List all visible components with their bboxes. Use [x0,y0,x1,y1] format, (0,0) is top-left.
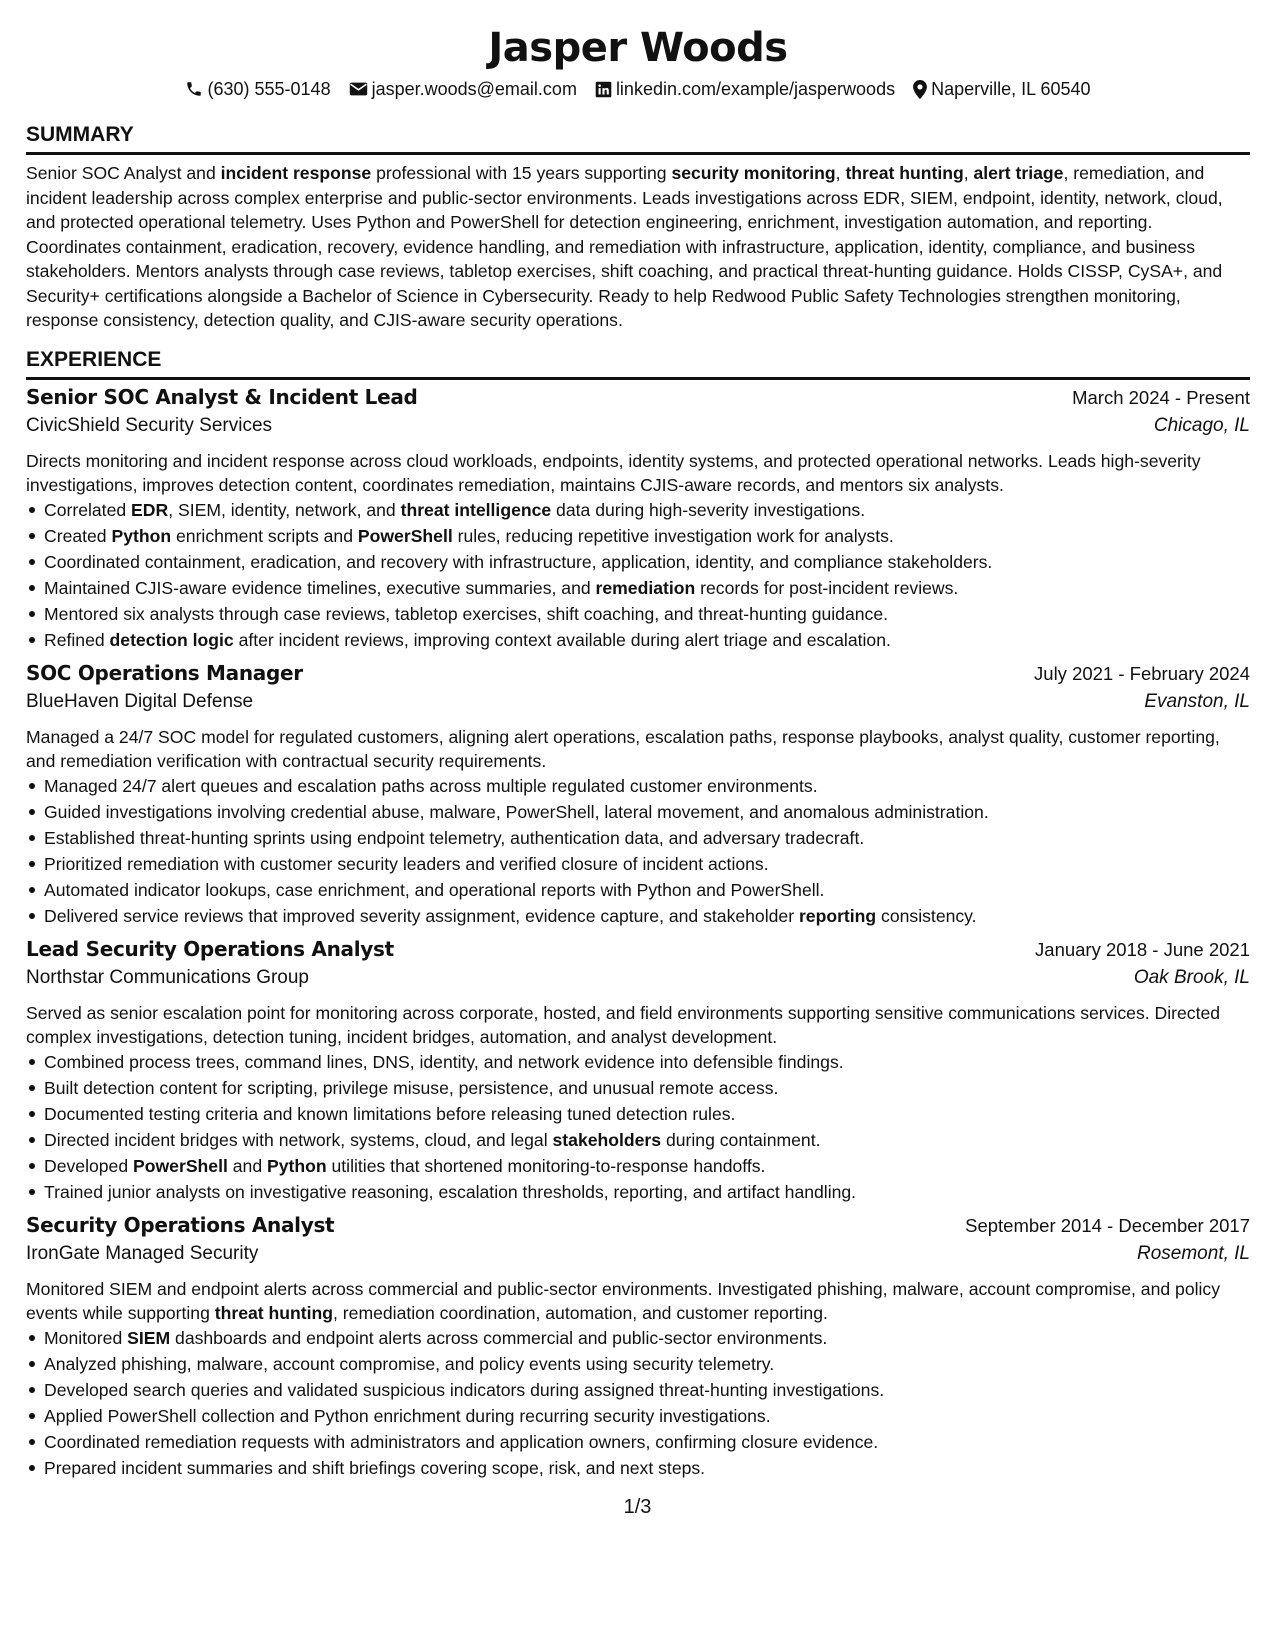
job-dates: September 2014 - December 2017 [965,1214,1250,1236]
text-run: data during high-severity investigations. [551,499,866,520]
contact-email[interactable] [349,76,577,102]
experience-heading: EXPERIENCE [26,346,1250,380]
envelope-icon [349,81,368,97]
bold-keyword: threat hunting [214,1302,334,1323]
page-number: 1/3 [623,1496,652,1518]
text-run: Monitored [44,1327,128,1348]
text-run: Established threat-hunting sprints using endpoint telemetry, authentication data, and adversary tradecraft. [44,827,865,848]
job-dates: January 2018 - June 2021 [1035,938,1250,960]
email-text: jasper.woods@email.com [371,79,577,99]
job-subheader [26,415,1250,445]
text-run: Senior SOC Analyst and [26,163,221,183]
bold-keyword: security monitoring [671,163,836,183]
job-dates: March 2024 - Present [1072,386,1250,408]
candidate-name: Jasper Woods [488,25,788,71]
bullet-item [26,627,1250,653]
bullet-item [26,1351,1250,1377]
contact-bar [26,76,1250,102]
job-location: Rosemont, IL [1137,1242,1250,1264]
text-run: , SIEM, identity, network, and [168,499,401,520]
bold-keyword: alert triage [973,163,1064,183]
bullet-item [26,1455,1250,1481]
resume-page [26,22,1250,1481]
job-bullets [26,1049,1250,1205]
bullet-item [26,601,1250,627]
text-run: after incident reviews, improving context available during alert triage and escalation. [233,629,891,650]
text-run: Combined process trees, command lines, DNS, identity, and network evidence into defensible findings. [44,1051,844,1072]
bullet-item [26,1325,1250,1351]
text-run: Served as senior escalation point for monitoring across corporate, hosted, and field environments supporting sensitive communications services. Directed complex investigations, detection tuning, incident bridges, automation, and analyst development. [26,1002,1221,1047]
company-name: IronGate Managed Security [26,1242,259,1264]
phone-icon [185,80,203,98]
bullet-item [26,877,1250,903]
bullet-item [26,903,1250,929]
job-dates: July 2021 - February 2024 [1034,662,1250,684]
contact-phone[interactable] [185,76,330,102]
text-run: , [963,163,974,183]
text-run: dashboards and endpoint alerts across commercial and public-sector environments. [170,1327,828,1348]
text-run: Managed a 24/7 SOC model for regulated customers, aligning alert operations, escalation paths, response playbooks, analyst quality, customer reporting, and remediation verification with contractual security requirements. [26,726,1220,771]
experience-list [26,385,1250,1481]
bullet-item [26,1179,1250,1205]
text-run: Prioritized remediation with customer security leaders and verified closure of incident actions. [44,853,769,874]
text-run: records for post-incident reviews. [695,577,959,598]
text-run: Correlated [44,499,132,520]
text-run: Monitored SIEM and endpoint alerts across commercial and public-sector environments. Investigated phishing, malware, account compromise, and policy events while supporting [26,1278,1221,1323]
text-run: Directed incident bridges with network, systems, cloud, and legal [44,1129,553,1150]
bold-keyword: stakeholders [552,1129,662,1150]
text-run: Maintained CJIS-aware evidence timelines, executive summaries, and [44,577,596,598]
text-run: during containment. [661,1129,821,1150]
bullet-item [26,825,1250,851]
job-header [26,937,1250,967]
job-description [26,1001,1250,1049]
text-run: Automated indicator lookups, case enrichment, and operational reports with Python and PowerShell. [44,879,825,900]
text-run: , remediation, and incident leadership across complex enterprise and public-sector environments. Leads investigations across EDR, SIEM, endpoint, identity, network, cloud, and protected operational telemetry. Uses Python and PowerShell for detection engineering, enrichment, investigation automation, and reporting. Coordinates containment, eradication, recovery, evidence handling, and remediation with infrastructure, application, identity, compliance, and business stakeholders. Mentors analysts through case reviews, tabletop exercises, shift coaching, and practical threat-hunting guidance. Holds CISSP, CySA+, and Security+ certifications alongside a Bachelor of Science in Cybersecurity. Ready to help Redwood Public Safety Technologies strengthen monitoring, response consistency, detection quality, and CJIS-aware security operations. [26,163,1223,330]
bold-keyword: EDR [131,499,169,520]
text-run: Developed search queries and validated suspicious indicators during assigned threat-hunting investigations. [44,1379,885,1400]
bullet-item [26,1049,1250,1075]
job-bullets [26,773,1250,929]
text-run: , [835,163,846,183]
text-run: rules, reducing repetitive investigation work for analysts. [452,525,894,546]
job-bullets [26,497,1250,653]
text-run: Coordinated containment, eradication, and recovery with infrastructure, application, identity, and compliance stakeholders. [44,551,993,572]
bold-keyword: Python [267,1155,327,1176]
bullet-item [26,497,1250,523]
text-run: Developed [44,1155,134,1176]
job-subheader [26,691,1250,721]
bullet-item [26,1153,1250,1179]
bold-keyword: PowerShell [357,525,453,546]
job-header [26,385,1250,415]
bold-keyword: incident response [220,163,372,183]
summary-text [26,161,1250,333]
job-subheader [26,967,1250,997]
bold-keyword: threat intelligence [400,499,552,520]
bold-keyword: threat hunting [845,163,964,183]
text-run: Documented testing criteria and known limitations before releasing tuned detection rules. [44,1103,736,1124]
text-run: Applied PowerShell collection and Python enrichment during recurring security investigations. [44,1405,771,1426]
bullet-item [26,1075,1250,1101]
bullet-item [26,1377,1250,1403]
job-location: Oak Brook, IL [1133,966,1250,988]
bold-keyword: detection logic [109,629,234,650]
text-run: and [227,1155,267,1176]
text-run: Mentored six analysts through case reviews, tabletop exercises, shift coaching, and threat-hunting guidance. [44,603,889,624]
bullet-item [26,1127,1250,1153]
job-header [26,1213,1250,1243]
job-bullets [26,1325,1250,1481]
bullet-item [26,773,1250,799]
bold-keyword: Python [111,525,172,546]
job-location: Evanston, IL [1144,690,1250,712]
text-run: utilities that shortened monitoring-to-response handoffs. [326,1155,766,1176]
text-run: , remediation coordination, automation, and customer reporting. [333,1302,828,1323]
text-run: Built detection content for scripting, privilege misuse, persistence, and unusual remote access. [44,1077,779,1098]
job-description [26,449,1250,497]
job-entry [26,937,1250,1205]
bullet-item [26,575,1250,601]
job-description [26,1277,1250,1325]
bullet-item [26,799,1250,825]
bullet-item [26,1429,1250,1455]
text-run: Guided investigations involving credential abuse, malware, PowerShell, lateral movement, and anomalous administration. [44,801,989,822]
phone-text: (630) 555-0148 [207,79,331,99]
summary-heading: SUMMARY [26,121,1250,155]
company-name: BlueHaven Digital Defense [26,690,254,712]
bold-keyword: PowerShell [133,1155,228,1176]
text-run: Delivered service reviews that improved severity assignment, evidence capture, and stakeholder [44,905,799,926]
contact-location [913,76,1090,102]
job-header [26,661,1250,691]
job-location: Chicago, IL [1153,414,1250,436]
text-run: Created [44,525,112,546]
text-run: Trained junior analysts on investigative reasoning, escalation thresholds, reporting, and artifact handling. [44,1181,857,1202]
text-run: enrichment scripts and [171,525,358,546]
bold-keyword: reporting [798,905,877,926]
job-title: Lead Security Operations Analyst [26,936,394,961]
company-name: CivicShield Security Services [26,414,273,436]
contact-linkedin[interactable] [595,76,895,102]
bullet-item [26,1101,1250,1127]
job-description [26,725,1250,773]
job-title: Senior SOC Analyst & Incident Lead [26,384,418,409]
text-run: Directs monitoring and incident response across cloud workloads, endpoints, identity systems, and protected operational networks. Leads high-severity investigations, improves detection content, coordinates remediation, maintains CJIS-aware records, and mentors six analysts. [26,450,1201,495]
text-run: Prepared incident summaries and shift briefings covering scope, risk, and next steps. [44,1457,706,1478]
job-entry [26,1213,1250,1481]
text-run: professional with 15 years supporting [371,163,672,183]
text-run: Managed 24/7 alert queues and escalation paths across multiple regulated customer environments. [44,775,818,796]
bold-keyword: SIEM [127,1327,171,1348]
job-title: Security Operations Analyst [26,1212,335,1237]
linkedin-text: linkedin.com/example/jasperwoods [615,79,896,99]
text-run: Refined [44,629,110,650]
linkedin-icon [595,81,612,98]
job-subheader [26,1243,1250,1273]
job-entry [26,385,1250,653]
job-entry [26,661,1250,929]
bold-keyword: remediation [595,577,696,598]
job-title: SOC Operations Manager [26,660,303,685]
text-run: Analyzed phishing, malware, account compromise, and policy events using security telemetry. [44,1353,775,1374]
location-text: Naperville, IL 60540 [931,79,1091,99]
text-run: Coordinated remediation requests with administrators and application owners, confirming closure evidence. [44,1431,879,1452]
text-run: consistency. [876,905,977,926]
bullet-item [26,549,1250,575]
bullet-item [26,1403,1250,1429]
company-name: Northstar Communications Group [26,966,309,988]
map-pin-icon [913,80,927,99]
bullet-item [26,523,1250,549]
bullet-item [26,851,1250,877]
